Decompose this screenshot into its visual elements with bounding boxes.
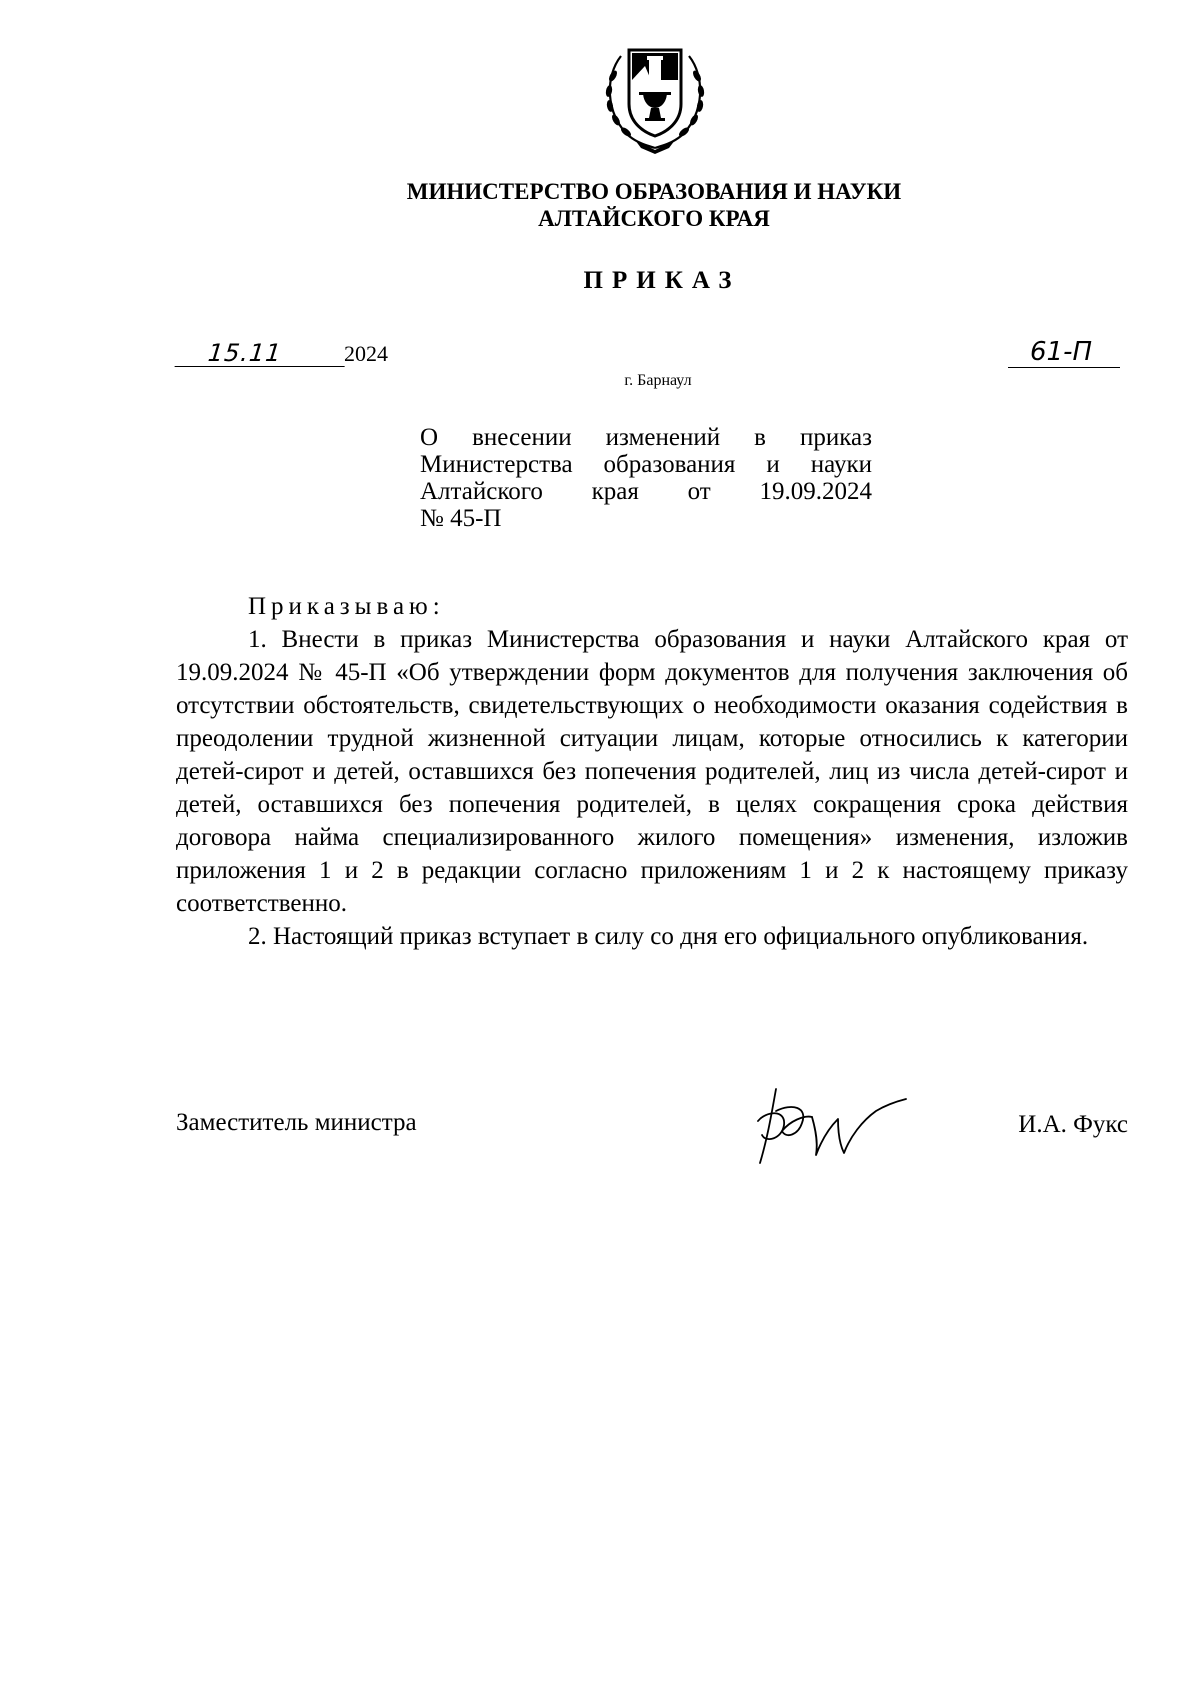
document-type-title: ПРИКАЗ [583,267,741,294]
order-directive-word: Приказываю: [248,593,445,620]
order-subject-line3: Алтайского края от 19.09.2024 [420,478,872,505]
order-item-1: 1. Внести в приказ Министерства образования и науки Алтайского края от 19.09.2024 № 45-П «Об утверждении форм документов для получения заключения об отсутствии обстоятельств, свидетельствующих о необходимости оказания содействия в преодолении трудной жизненной ситуации лицам, которые относились к категории детей-сирот и детей, оставшихся без попечения родителей, лиц из числа детей-сирот и детей, оставшихся без попечения родителей, в целях сокращения срока действия договора найма специализированного жилого помещения» изменения, изложив приложения 1 и 2 в редакции согласно приложениям 1 и 2 к настоящему приказу соответственно. [176,626,1128,917]
ministry-name [54,178,1200,232]
order-body [176,590,1128,953]
ministry-name-line2: АЛТАЙСКОГО КРАЯ [538,206,770,231]
order-subject-line2: Министерства образования и науки [420,451,872,478]
order-item-2: 2. Настоящий приказ вступает в силу со дня его официального опубликования. [248,923,1089,950]
signature-block [176,1105,1128,1185]
order-subject [420,424,872,532]
order-date-year: 2024 [344,341,388,366]
signatory-title: Заместитель министра [176,1109,417,1136]
order-date [176,340,388,368]
coat-of-arms-icon [599,36,711,154]
order-date-handwritten: 15.11 [175,340,348,367]
order-subject-line1: О внесении изменений в приказ [420,424,872,451]
city-label: г. Барнаул [624,372,692,389]
order-number: 61-П [1008,337,1120,368]
handwritten-signature-icon [746,1081,916,1171]
signatory-name: И.А. Фукс [1018,1111,1128,1138]
ministry-name-line1: МИНИСТЕРСТВО ОБРАЗОВАНИЯ И НАУКИ [406,179,902,204]
order-subject-line4: № 45-П [420,505,502,532]
